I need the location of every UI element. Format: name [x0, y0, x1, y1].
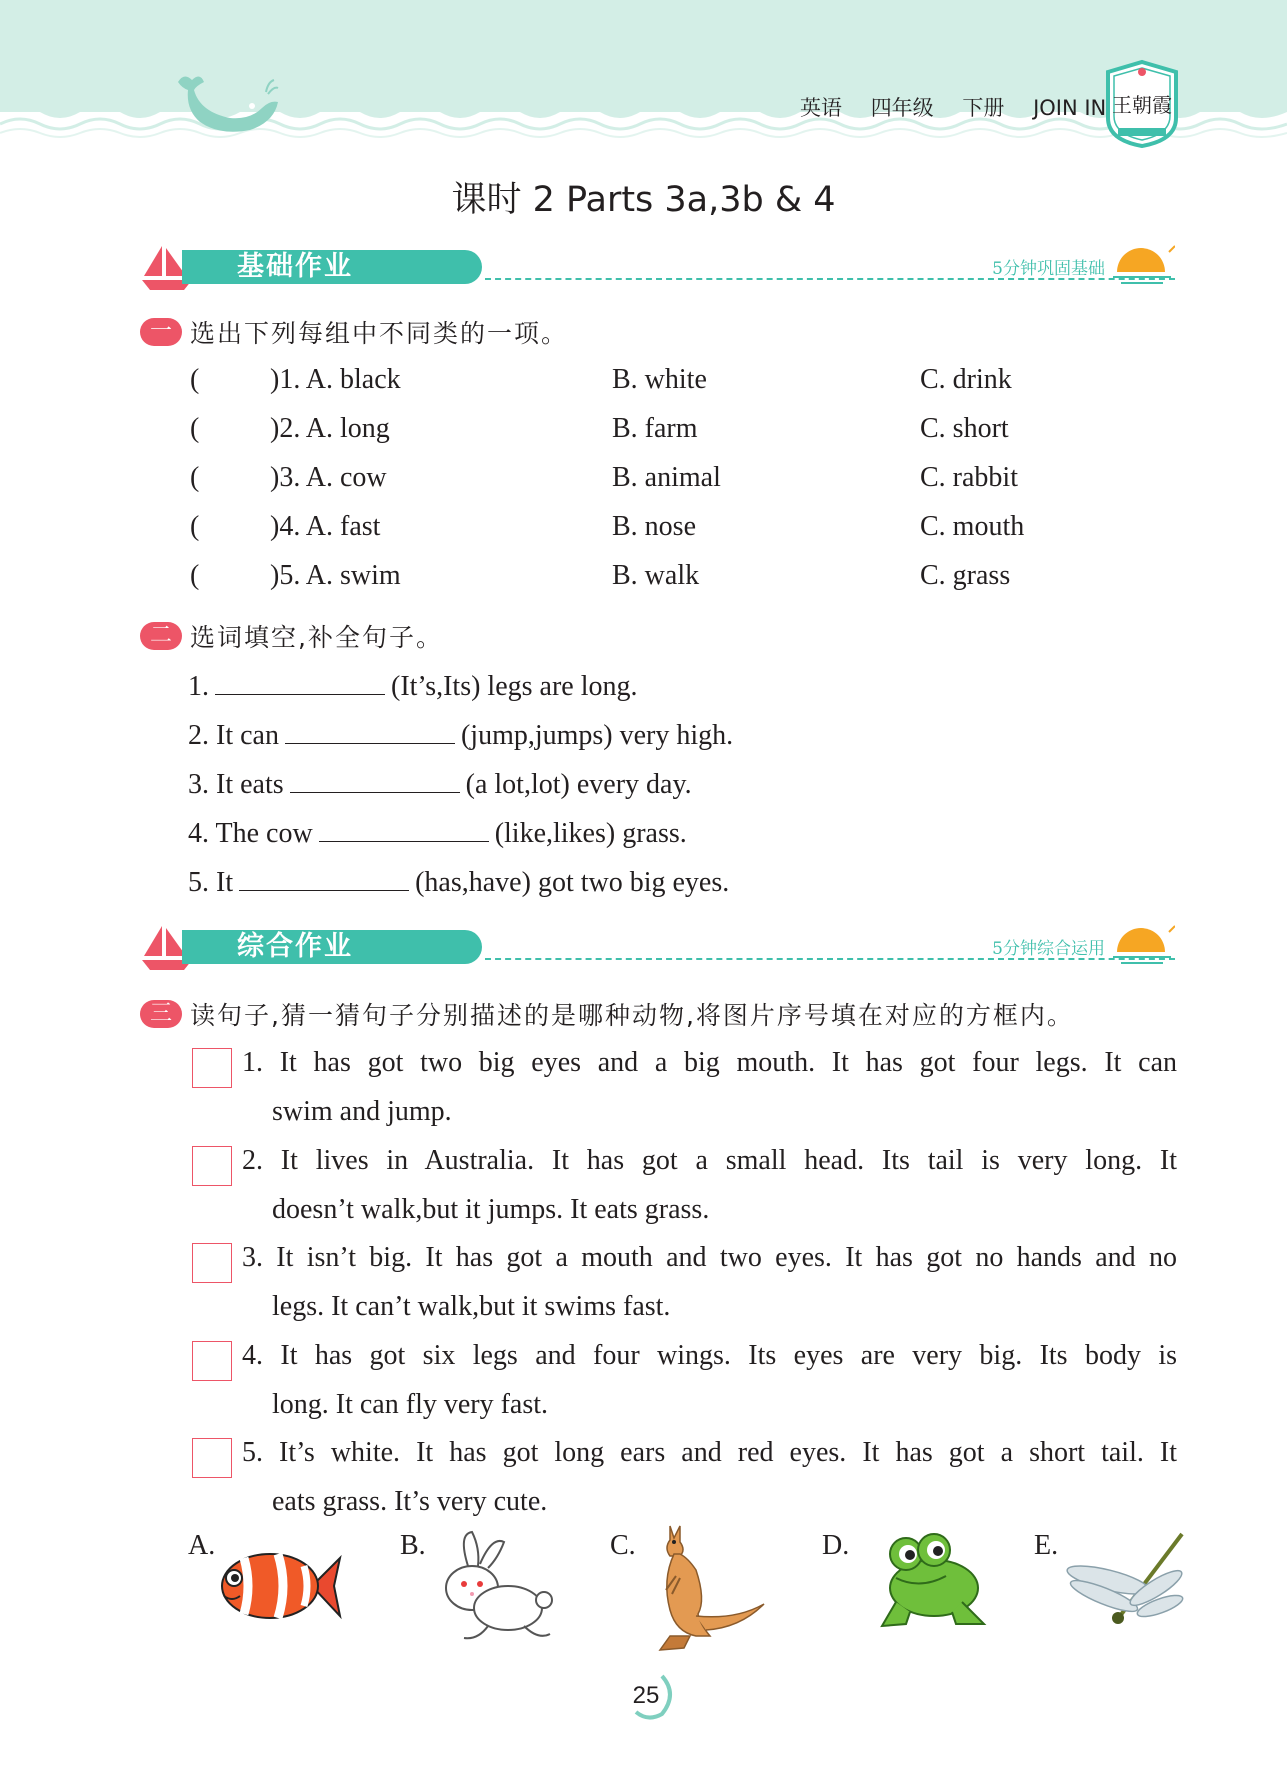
sentence-line: 2. It lives in Australia. It has got a small head. Its tail is very long. It — [242, 1145, 1177, 1176]
sentence-line: legs. It can’t walk,but it swims fast. — [272, 1291, 671, 1322]
answer-paren[interactable]: ( — [190, 364, 200, 395]
sentence-start: 4. The cow — [188, 818, 313, 849]
sentence-line: eats grass. It’s very cute. — [272, 1486, 548, 1517]
answer-box[interactable] — [192, 1048, 232, 1088]
question-row — [190, 560, 1090, 600]
picture-b — [400, 1530, 570, 1660]
sentence-end: (jump,jumps) very high. — [460, 720, 734, 751]
section-3-number: 三 — [140, 1000, 182, 1028]
option-c: C. drink — [920, 364, 1012, 395]
answer-blank[interactable] — [290, 766, 460, 793]
brand-name: 王朝霞 — [1112, 93, 1172, 117]
picture-c — [610, 1530, 780, 1660]
grade-label: 四年级 — [870, 96, 934, 120]
rabbit-icon — [428, 1530, 558, 1650]
page-number — [618, 1670, 678, 1720]
sentence-line: swim and jump. — [272, 1096, 452, 1127]
page-number-badge — [618, 1670, 678, 1720]
option-b: B. animal — [612, 462, 721, 493]
section-2-instruction: 选词填空,补全句子。 — [190, 623, 443, 652]
sentence-end: (has,have) got two big eyes. — [415, 867, 730, 898]
brand-logo-icon — [1100, 58, 1184, 150]
fill-blank-row — [188, 766, 692, 801]
clownfish-icon — [216, 1540, 342, 1632]
picture-a — [188, 1530, 348, 1660]
question-row — [190, 511, 1090, 551]
fill-blank-row — [188, 717, 733, 752]
question-row — [190, 364, 1090, 404]
banner-comprehensive-pill — [182, 930, 482, 964]
sentence-start: 3. It eats — [188, 769, 284, 800]
banner-basic-label: 基础作业 — [237, 251, 353, 282]
sun-icon — [1109, 922, 1175, 968]
section-1-instruction: 选出下列每组中不同类的一项。 — [190, 319, 569, 348]
page-number-text: 25 — [632, 1682, 660, 1709]
answer-box[interactable] — [192, 1146, 232, 1186]
question-row — [190, 413, 1090, 453]
section-3-instruction: 读句子,猜一猜句子分别描述的是哪种动物,将图片序号填在对应的方框内。 — [190, 1001, 1074, 1030]
option-c: C. grass — [920, 560, 1011, 591]
answer-box[interactable] — [192, 1341, 232, 1381]
option-c: C. short — [920, 413, 1009, 444]
series-label: JOIN IN — [1033, 96, 1107, 120]
answer-box[interactable] — [192, 1438, 232, 1478]
banner-basic-pill — [182, 250, 482, 284]
picture-e — [1034, 1530, 1194, 1660]
subject-label: 英语 — [800, 96, 842, 120]
option-b: B. white — [612, 364, 707, 395]
option-a: )1. A. black — [270, 364, 401, 395]
sentence-start: 5. It — [188, 867, 234, 898]
banner-comprehensive-label: 综合作业 — [237, 931, 353, 962]
question-row — [190, 462, 1090, 502]
frog-icon — [876, 1532, 990, 1632]
sentence-start: 1. — [188, 671, 209, 702]
option-b: B. farm — [612, 413, 698, 444]
fill-blank-row — [188, 815, 687, 850]
picture-label: B. — [400, 1530, 426, 1561]
banner-basic-note: 5分钟巩固基础 — [992, 259, 1105, 279]
whale-icon — [170, 72, 280, 134]
picture-d — [822, 1530, 992, 1660]
option-c: C. mouth — [920, 511, 1025, 542]
answer-paren[interactable]: ( — [190, 511, 200, 542]
animal-pictures — [188, 1530, 1188, 1660]
section-2-heading — [140, 618, 443, 654]
fill-blank-row — [188, 864, 729, 899]
sentence-line: 4. It has got six legs and four wings. Its eyes are very big. Its body is — [242, 1340, 1177, 1371]
option-a: )2. A. long — [270, 413, 390, 444]
option-a: )5. A. swim — [270, 560, 401, 591]
section-3-heading — [140, 996, 1074, 1032]
reading-item — [192, 1331, 1177, 1429]
sun-icon — [1109, 242, 1175, 288]
answer-blank[interactable] — [285, 717, 455, 744]
option-b: B. walk — [612, 560, 700, 591]
volume-label: 下册 — [962, 96, 1005, 120]
picture-label: A. — [188, 1530, 216, 1561]
picture-label: D. — [822, 1530, 850, 1561]
sentence-end: (a lot,lot) every day. — [465, 769, 692, 800]
fill-blank-row — [188, 668, 638, 703]
answer-blank[interactable] — [239, 864, 409, 891]
picture-label: C. — [610, 1530, 636, 1561]
banner-comprehensive — [140, 922, 1175, 974]
kangaroo-icon — [640, 1520, 770, 1658]
section-1-number: 一 — [140, 318, 182, 346]
option-b: B. nose — [612, 511, 696, 542]
section-1-heading — [140, 314, 568, 350]
answer-paren[interactable]: ( — [190, 462, 200, 493]
sentence-line: doesn’t walk,but it jumps. It eats grass. — [272, 1194, 710, 1225]
answer-paren[interactable]: ( — [190, 413, 200, 444]
answer-blank[interactable] — [215, 668, 385, 695]
answer-box[interactable] — [192, 1243, 232, 1283]
reading-item — [192, 1038, 1177, 1136]
sentence-line: 3. It isn’t big. It has got a mouth and two eyes. It has got no hands and no — [242, 1242, 1177, 1273]
dragonfly-icon — [1064, 1530, 1190, 1634]
sentence-start: 2. It can — [188, 720, 279, 751]
sentence-end: (like,likes) grass. — [494, 818, 687, 849]
section-2-number: 二 — [140, 622, 182, 650]
sentence-line: long. It can fly very fast. — [272, 1389, 549, 1420]
reading-item — [192, 1233, 1177, 1331]
sentence-line: 5. It’s white. It has got long ears and red eyes. It has got a short tail. It — [242, 1437, 1177, 1468]
option-a: )4. A. fast — [270, 511, 381, 542]
option-c: C. rabbit — [920, 462, 1018, 493]
sentence-end: (It’s,Its) legs are long. — [391, 671, 638, 702]
banner-comprehensive-note: 5分钟综合运用 — [992, 939, 1105, 959]
reading-item — [192, 1136, 1177, 1234]
sentence-line: 1. It has got two big eyes and a big mouth. It has got four legs. It can — [242, 1047, 1177, 1078]
answer-paren[interactable]: ( — [190, 560, 200, 591]
banner-basic — [140, 242, 1175, 294]
page-title: 课时 2 Parts 3a,3b & 4 — [451, 180, 836, 220]
picture-label: E. — [1034, 1530, 1059, 1561]
option-a: )3. A. cow — [270, 462, 387, 493]
reading-item — [192, 1428, 1177, 1526]
answer-blank[interactable] — [319, 815, 489, 842]
book-info — [800, 92, 1128, 122]
page-header — [0, 0, 1287, 150]
